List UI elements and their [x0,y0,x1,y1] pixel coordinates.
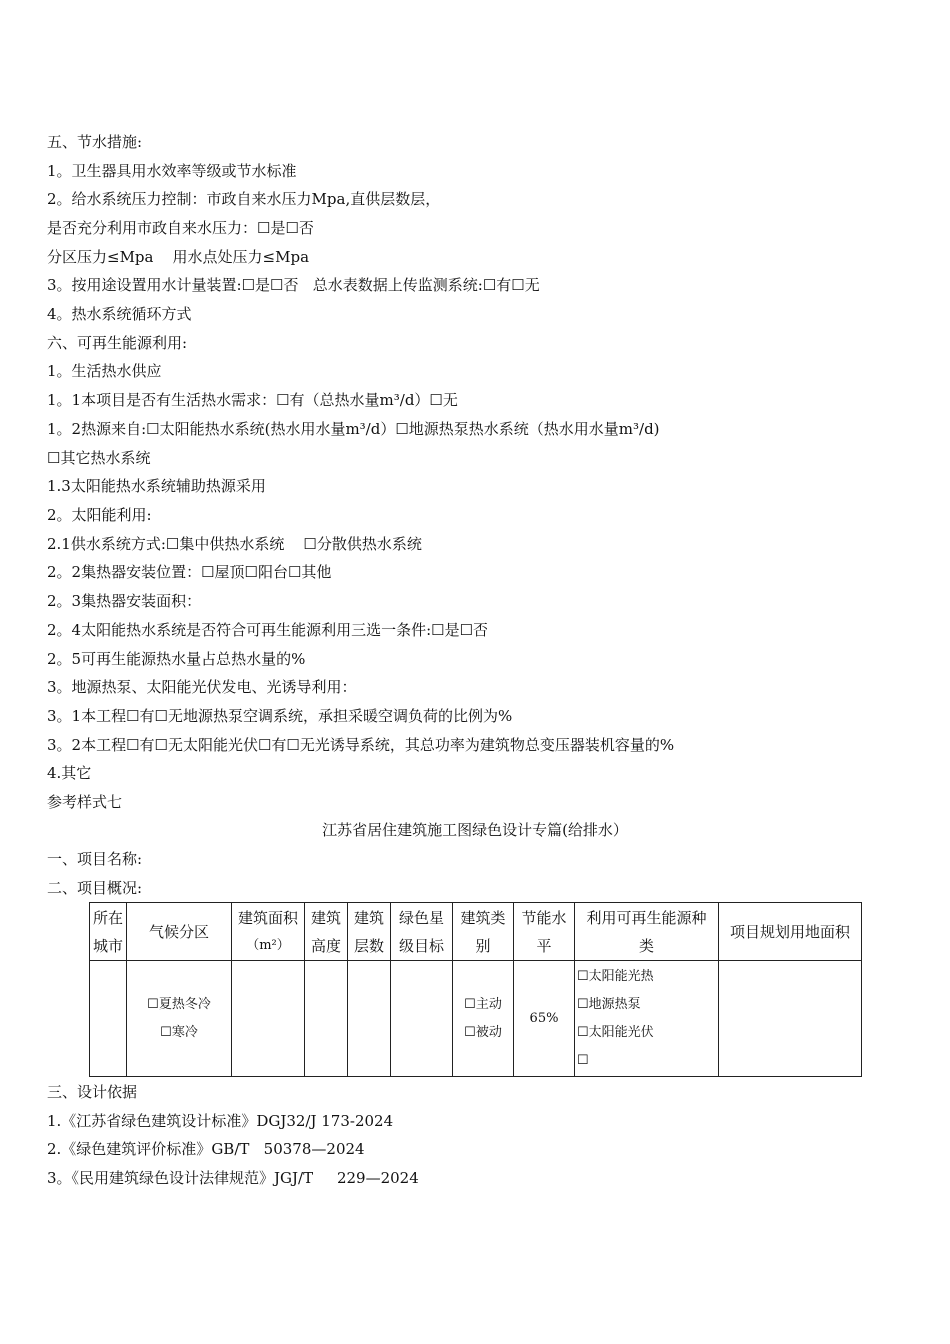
checkbox-solar-thermal[interactable]: ☐太阳能光热 [577,968,654,984]
header-building-height: 建筑 高度 [305,903,348,961]
cell-city [90,961,127,1077]
header-building-floors: 建筑 层数 [348,903,391,961]
header-energy-level: 节能水 平 [514,903,575,961]
checkbox-cold[interactable]: ☐寒冷 [160,1024,198,1040]
text-line: 2.1供水系统方式:☐集中供热水系统 ☐分散供热水系统 [47,535,422,553]
checkbox-other[interactable]: ☐ [577,1052,589,1068]
header-land-area: 项目规划用地面积 [719,903,862,961]
heading-design-basis: 三、设计依据 [47,1083,138,1101]
text-line: 3。按用途设置用水计量装置:☐是☐否 总水表数据上传监测系统:☐有☐无 [47,276,540,294]
reference-item: 3。《民用建筑绿色设计法律规范》JGJ/T 229—2024 [47,1169,419,1187]
text-line: ☐其它热水系统 [47,449,151,467]
text-line: 1.3太阳能热水系统辅助热源采用 [47,477,266,495]
text-line: 2。2集热器安装位置：☐屋顶☐阳台☐其他 [47,563,332,581]
text-line: 4.其它 [47,764,92,782]
text-line: 1。卫生器具用水效率等级或节水标准 [47,162,297,180]
table-header-row [90,903,862,961]
cell-climate-zone [127,961,232,1077]
reference-item: 2.《绿色建筑评价标准》GB/T 50378—2024 [47,1140,365,1158]
cell-land-area [719,961,862,1077]
text-line: 1。1本项目是否有生活热水需求：☐有（总热水量m³/d）☐无 [47,391,458,409]
text-line: 2。3集热器安装面积： [47,592,202,610]
header-climate-zone: 气候分区 [127,903,232,961]
reference-item: 1.《江苏省绿色建筑设计标准》DGJ32/J 173-2024 [47,1112,394,1130]
text-line: 3。2本工程☐有☐无太阳能光伏☐有☐无光诱导系统，其总功率为建筑物总变压器装机容量的% [47,736,675,754]
text-line: 2。5可再生能源热水量占总热水量的% [47,650,306,668]
cell-green-star-target [391,961,453,1077]
text-line: 1。2热源来自:☐太阳能热水系统(热水用水量m³/d）☐地源热泵热水系统（热水用水量m³/d) [47,420,660,438]
text-line: 4。热水系统循环方式 [47,305,192,323]
header-building-type: 建筑类 别 [453,903,514,961]
heading-water-saving: 五、节水措施: [47,133,143,151]
heading-project-overview: 二、项目概况: [47,879,143,897]
text-line: 3。地源热泵、太阳能光伏发电、光诱导利用： [47,678,357,696]
table-row [90,961,862,1077]
document-title: 江苏省居住建筑施工图绿色设计专篇(给排水） [322,821,628,839]
cell-building-area [232,961,305,1077]
text-line: 2。4太阳能热水系统是否符合可再生能源利用三选一条件:☐是☐否 [47,621,489,639]
checkbox-hot-summer-cold-winter[interactable]: ☐夏热冬冷 [147,996,211,1012]
text-line: 2。给水系统压力控制：市政自来水压力Mpa,直供层数层， [47,190,441,208]
reference-style-label: 参考样式七 [47,793,123,811]
checkbox-solar-pv[interactable]: ☐太阳能光伏 [577,1024,654,1040]
checkbox-active[interactable]: ☐主动 [464,996,502,1012]
checkbox-passive[interactable]: ☐被动 [464,1024,502,1040]
checkbox-ground-source-heat-pump[interactable]: ☐地源热泵 [577,996,641,1012]
text-line: 是否充分利用市政自来水压力：☐是☐否 [47,219,314,237]
heading-project-name: 一、项目名称: [47,850,143,868]
heading-renewable-energy: 六、可再生能源利用: [47,334,188,352]
header-green-star-target: 绿色星 级目标 [391,903,453,961]
text-line: 2。太阳能利用: [47,506,152,524]
cell-building-floors [348,961,391,1077]
header-building-area: 建筑面积 （m²） [232,903,305,961]
text-line: 1。生活热水供应 [47,362,162,380]
project-overview-table [89,902,862,1077]
cell-energy-level: 65% [514,961,575,1077]
header-city: 所在 城市 [90,903,127,961]
cell-renewable-types [575,961,719,1077]
text-line: 分区压力≤Mpa 用水点处压力≤Mpa [47,248,310,266]
text-line: 3。1本工程☐有☐无地源热泵空调系统，承担采暖空调负荷的比例为% [47,707,513,725]
header-renewable-types: 利用可再生能源种 类 [575,903,719,961]
cell-building-type [453,961,514,1077]
cell-building-height [305,961,348,1077]
